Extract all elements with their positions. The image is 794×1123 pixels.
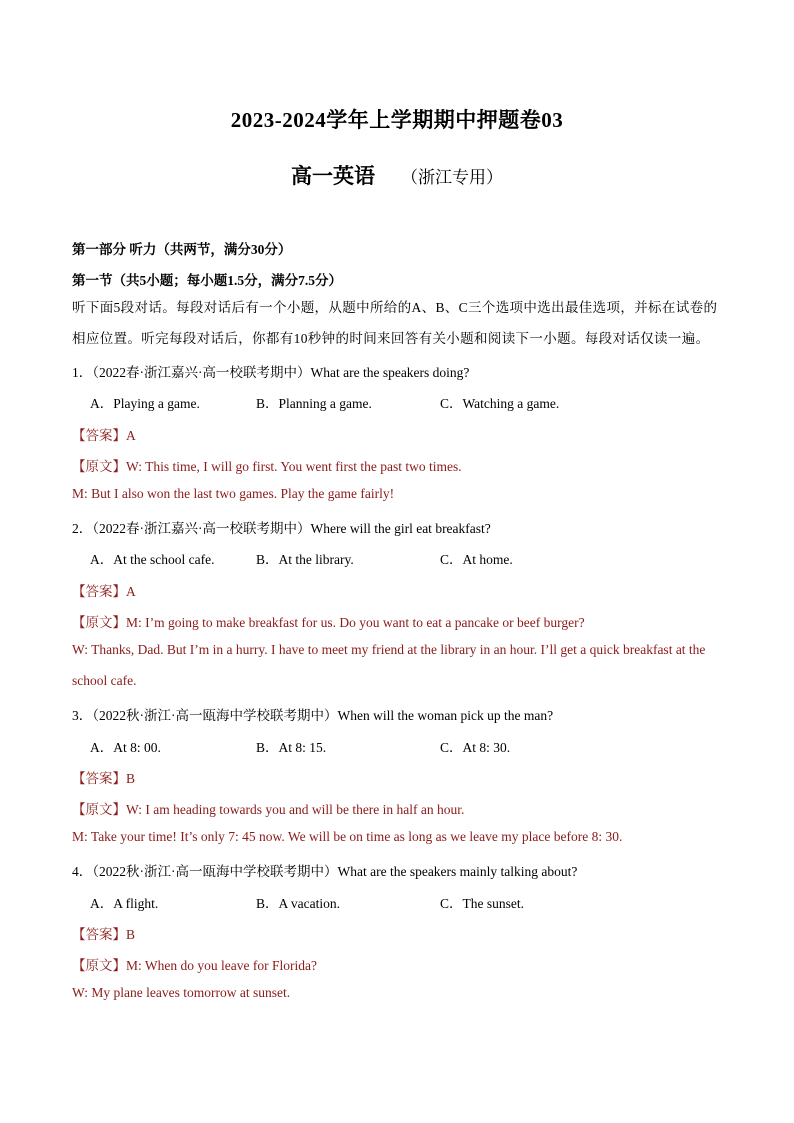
option-c: C．At 8: 30. bbox=[440, 740, 511, 755]
transcript-line: W: Thanks, Dad. But I’m in a hurry. I have to meet my friend at the library in an hour. I’ll get a quick breakfast at the school cafe. bbox=[72, 642, 706, 688]
answer-row bbox=[72, 923, 732, 943]
option-b: B．Planning a game. bbox=[256, 396, 372, 411]
option-c: C．Watching a game. bbox=[440, 396, 560, 411]
subject-title: 高一英语 bbox=[291, 164, 375, 188]
answer-row bbox=[72, 424, 732, 444]
transcript-row bbox=[72, 611, 732, 631]
transcript-line: W: I am heading towards you and will be there in half an hour. bbox=[126, 802, 465, 817]
option-a: A．A flight. bbox=[90, 896, 159, 911]
option-b: B．A vacation. bbox=[256, 896, 340, 911]
transcript-label: 【原文】 bbox=[72, 958, 126, 973]
option-a: A．At 8: 00. bbox=[90, 740, 161, 755]
transcript-label: 【原文】 bbox=[72, 802, 126, 817]
answer-row bbox=[72, 580, 732, 600]
option-a: A．Playing a game. bbox=[90, 396, 200, 411]
exam-title: 2023-2024学年上学期期中押题卷03 bbox=[230, 108, 564, 132]
exam-subtitle bbox=[0, 160, 794, 190]
transcript-label: 【原文】 bbox=[72, 459, 126, 474]
transcript-line: M: I’m going to make breakfast for us. Do you want to eat a pancake or beef burger? bbox=[126, 615, 585, 630]
transcript-label: 【原文】 bbox=[72, 615, 126, 630]
option-c: C．At home. bbox=[440, 552, 513, 567]
answer-row bbox=[72, 767, 732, 787]
question-stem: 2．（2022春·浙江嘉兴·高一校联考期中）Where will the girl eat breakfast? bbox=[72, 521, 491, 536]
transcript-line: M: Take your time! It’s only 7: 45 now. We will be on time as long as we leave my place before 8: 30. bbox=[72, 829, 623, 844]
transcript-row bbox=[72, 798, 732, 818]
transcript-row bbox=[72, 954, 732, 974]
question-stem: 4．（2022秋·浙江·高一瓯海中学校联考期中）What are the speakers mainly talking about? bbox=[72, 864, 578, 879]
answer-value: B bbox=[126, 771, 136, 786]
answer-value: A bbox=[126, 584, 136, 599]
section-heading: 第一节（共5小题；每小题1.5分，满分7.5分） bbox=[72, 273, 342, 288]
subject-note: （浙江专用） bbox=[401, 168, 503, 187]
transcript-line: M: When do you leave for Florida? bbox=[126, 958, 317, 973]
answer-label: 【答案】 bbox=[72, 584, 126, 599]
answer-label: 【答案】 bbox=[72, 771, 126, 786]
option-c: C．The sunset. bbox=[440, 896, 524, 911]
option-b: B．At the library. bbox=[256, 552, 354, 567]
answer-value: A bbox=[126, 428, 136, 443]
part-heading: 第一部分 听力（共两节，满分30分） bbox=[72, 242, 292, 257]
transcript-line: M: But I also won the last two games. Play the game fairly! bbox=[72, 486, 395, 501]
question-stem: 3．（2022秋·浙江·高一瓯海中学校联考期中）When will the woman pick up the man? bbox=[72, 708, 554, 723]
option-a: A．At the school cafe. bbox=[90, 552, 215, 567]
answer-label: 【答案】 bbox=[72, 428, 126, 443]
transcript-row bbox=[72, 455, 732, 475]
instructions: 听下面5段对话。每段对话后有一个小题，从题中所给的A、B、C三个选项中选出最佳选项，并标在试卷的相应位置。听完每段对话后，你都有10秒钟的时间来回答有关小题和阅读下一小题。每段对话仅读一遍。 bbox=[72, 300, 718, 346]
answer-value: B bbox=[126, 927, 136, 942]
answer-label: 【答案】 bbox=[72, 927, 126, 942]
transcript-line: W: This time, I will go first. You went first the past two times. bbox=[126, 459, 462, 474]
option-b: B．At 8: 15. bbox=[256, 740, 327, 755]
question-stem: 1．（2022春·浙江嘉兴·高一校联考期中）What are the speakers doing? bbox=[72, 365, 470, 380]
transcript-line: W: My plane leaves tomorrow at sunset. bbox=[72, 985, 291, 1000]
